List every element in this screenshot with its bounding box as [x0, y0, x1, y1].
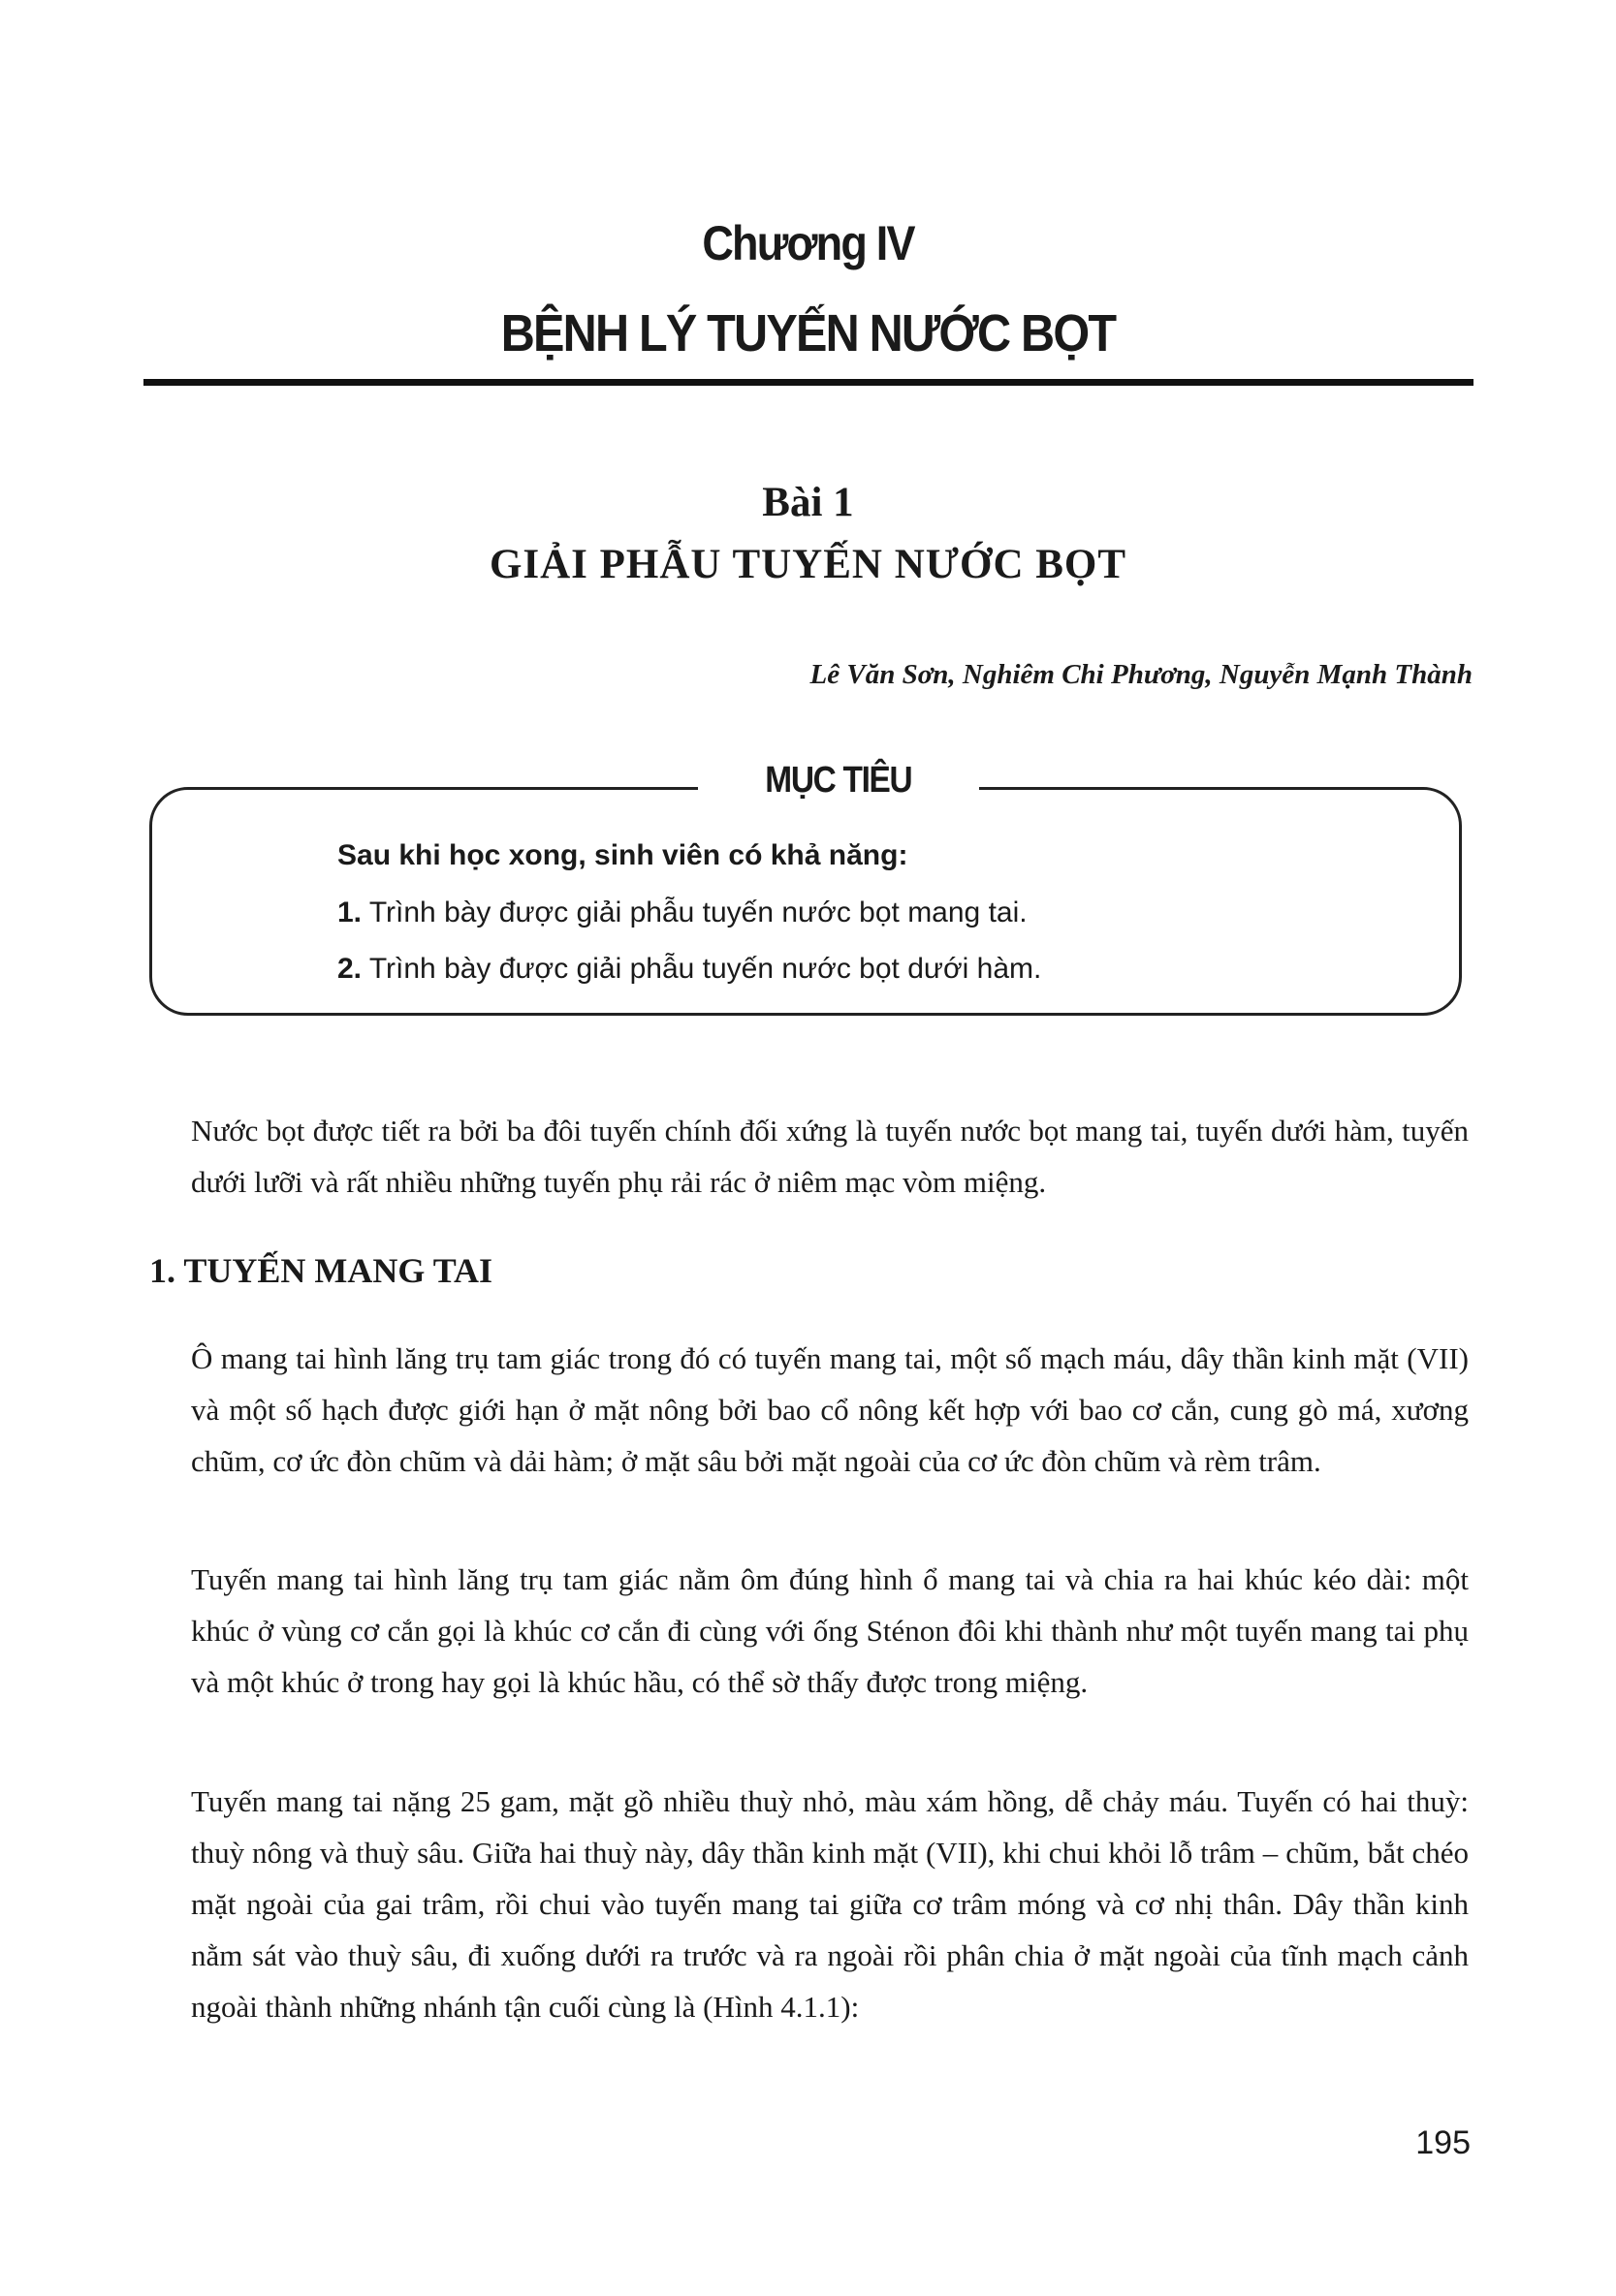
chapter-title: BỆNH LÝ TUYẾN NƯỚC BỌT: [500, 304, 1116, 362]
lesson-title: GIẢI PHẪU TUYẾN NƯỚC BỌT: [489, 542, 1127, 587]
objectives-heading-container: [698, 753, 979, 807]
objective-number: 2.: [337, 953, 363, 985]
lesson-label: Bài 1: [762, 480, 854, 525]
objective-text: Trình bày được giải phẫu tuyến nước bọt mang tai.: [362, 896, 1028, 928]
authors-line: Lê Văn Sơn, Nghiêm Chi Phương, Nguyễn Mạnh Thành: [809, 659, 1473, 690]
intro-paragraph: Nước bọt được tiết ra bởi ba đôi tuyến chính đối xứng là tuyến nước bọt mang tai, tuyến dưới hàm, tuyến dưới lưỡi và rất nhiều những tuyến phụ rải rác ở niêm mạc vòm miệng.: [191, 1114, 1469, 1199]
objective-number: 1.: [337, 896, 363, 928]
objective-item: [337, 896, 1028, 929]
body-paragraph: Ô mang tai hình lăng trụ tam giác trong đó có tuyến mang tai, một số mạch máu, dây thần kinh mặt (VII) và một số hạch được giới hạn ở mặt nông bởi bao cổ nông kết hợp với bao cơ cắn, cung gò má, xương chũm, cơ ức đòn chũm và dải hàm; ở mặt sâu bởi mặt ngoài của cơ ức đòn chũm và rèm trâm.: [191, 1341, 1469, 1478]
objective-text: Trình bày được giải phẫu tuyến nước bọt dưới hàm.: [362, 953, 1042, 985]
chapter-divider: [143, 379, 1473, 386]
page-number: 195: [1415, 2124, 1471, 2161]
objectives-heading: MỤC TIÊU: [765, 760, 912, 801]
body-paragraph: Tuyến mang tai hình lăng trụ tam giác nằm ôm đúng hình ổ mang tai và chia ra hai khúc kéo dài: một khúc ở vùng cơ cắn gọi là khúc cơ cắn đi cùng với ống Sténon đôi khi thành như một tuyến mang tai phụ và một khúc ở trong hay gọi là khúc hầu, có thể sờ thấy được trong miệng.: [191, 1562, 1469, 1699]
objectives-intro: Sau khi học xong, sinh viên có khả năng:: [337, 839, 908, 871]
body-paragraph: Tuyến mang tai nặng 25 gam, mặt gồ nhiều thuỳ nhỏ, màu xám hồng, dễ chảy máu. Tuyến có hai thuỳ: thuỳ nông và thuỳ sâu. Giữa hai thuỳ này, dây thần kinh mặt (VII), khi chui khỏi lỗ trâm – chũm, bắt chéo mặt ngoài của gai trâm, rồi chui vào tuyến mang tai giữa cơ trâm móng và cơ nhị thân. Dây thần kinh nằm sát vào thuỳ sâu, đi xuống dưới ra trước và ra ngoài rồi phân chia ở mặt ngoài của tĩnh mạch cảnh ngoài thành những nhánh tận cuối cùng là (Hình 4.1.1):: [191, 1784, 1469, 2024]
objective-item: [337, 953, 1041, 986]
section-heading: 1. TUYẾN MANG TAI: [149, 1251, 493, 1290]
chapter-label: Chương IV: [702, 216, 914, 270]
